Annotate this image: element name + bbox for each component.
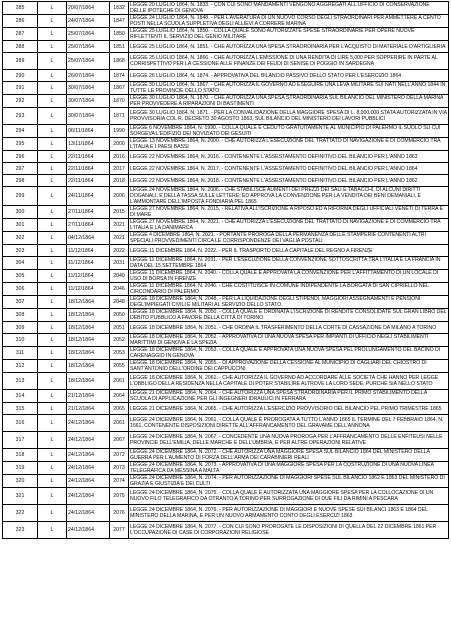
table-row: [3, 163, 449, 175]
row-number: 320: [3, 475, 38, 488]
row-code: 2050: [110, 309, 129, 322]
row-code: 2040: [110, 270, 129, 283]
row-code: 2061: [110, 415, 129, 432]
row-date: 18/12/1864: [67, 309, 110, 322]
row-type: L: [38, 322, 67, 334]
row-description: LEGGE 20 LUGLIO 1864, N. 1833. - CON CUI SONO MANDAMENTI VENGONO AGGREGATI ALL'UFFICIO DI CONSERVAZIONE DELLE IPOTECHE DI GENOVA: [129, 2, 449, 15]
table-row: [3, 322, 449, 334]
row-number: 323: [3, 522, 38, 539]
row-date: 24/11/1864: [67, 187, 110, 206]
row-code: 2015: [110, 206, 129, 219]
row-number: 310: [3, 334, 38, 347]
row-date: 26/07/1864: [67, 70, 110, 82]
row-number: 293: [3, 108, 38, 125]
row-date: 24/12/1864: [67, 488, 110, 505]
row-date: 18/12/1864: [67, 322, 110, 334]
row-date: 24/12/1864: [67, 522, 110, 539]
row-date: 11/12/1864: [67, 245, 110, 257]
row-description: LEGGE 11 DICEMBRE 1864, N. 2031. - PER L'ESECUZIONE DELLA CONVENZIONE SOTTOSCRITTA TRA L'ITALIA E LA FRANCIA IN DATA DEL 15 SETTEMBRE 1864: [129, 257, 449, 270]
row-number: 291: [3, 82, 38, 95]
row-code: 1870: [110, 95, 129, 108]
row-description: LEGGE 18 DICEMBRE 1864, N. 2053. - COLLA QUALE È APPROVATA UNA NUOVA SPESA PEL PROLUNGAMENTO DEL BACINO DI CARENAGGIO IN GENOVA: [129, 347, 449, 360]
row-date: 24/07/1864: [67, 15, 110, 28]
table-row: [3, 475, 449, 488]
row-number: 298: [3, 175, 38, 187]
row-type: L: [38, 347, 67, 360]
row-number: 308: [3, 309, 38, 322]
row-number: 309: [3, 322, 38, 334]
row-date: 11/12/1864: [67, 270, 110, 283]
row-type: L: [38, 28, 67, 41]
row-description: LEGGE 24 DICEMBRE 1864, N. 2077. - CON CUI SONO PROROGATE LE DISPOSIZIONI DI QUELLA DEL 22 DICEMBRE 1861 PER L'OCCUPAZIONE DI CASE DI CORPORAZIONI RELIGIOSE: [129, 522, 449, 539]
row-number: 307: [3, 296, 38, 309]
row-number: 290: [3, 70, 38, 82]
row-description: LEGGE 24 NOVEMBRE 1864, N. 2006. - CHE STABILISCE AUMENTI DEI PREZZI DEI SALI E TABACCHI, DI ALCUNI DIRITTI DOGANALI, E DELLA TASSA SULLE LETTERE; ED APPROVA LA CONVENZIONE PER LA VENDITA DEI BENI DEMANIALI, E L'AMMONTARE DELL'IMPOSTA FONDIARIA PEL 1865: [129, 187, 449, 206]
table-row: [3, 403, 449, 415]
row-description: LEGGE 18 DICEMBRE 1864, N. 2051. - CHE ORDINA IL TRASFERIMENTO DELLA CORTE DI CASSAZIONE DA MILANO A TORINO: [129, 322, 449, 334]
row-number: 296: [3, 151, 38, 163]
row-number: 294: [3, 125, 38, 138]
row-type: L: [38, 232, 67, 245]
table-row: [3, 187, 449, 206]
table-row: [3, 125, 449, 138]
row-number: 321: [3, 488, 38, 505]
table-row: [3, 245, 449, 257]
row-code: 2046: [110, 283, 129, 296]
table-row: [3, 82, 449, 95]
row-code: 2072: [110, 449, 129, 462]
row-code: 2048: [110, 296, 129, 309]
row-description: LEGGE 18 DICEMBRE 1864, N. 2052. - APPROVATIVA DI UNA NUOVA SPESA PER IMPIANTI DI UFFICIO NEGLI STABILIMENTI MARITTIMI DI GENOVA E LA SPEZIA: [129, 334, 449, 347]
row-date: 27/11/1864: [67, 219, 110, 232]
row-type: L: [38, 219, 67, 232]
row-code: 2018: [110, 175, 129, 187]
row-type: L: [38, 475, 67, 488]
row-date: 22/11/1864: [67, 163, 110, 175]
row-type: L: [38, 522, 67, 539]
row-code: 2006: [110, 187, 129, 206]
row-number: 289: [3, 53, 38, 70]
row-number: 311: [3, 347, 38, 360]
row-type: L: [38, 206, 67, 219]
row-type: L: [38, 2, 67, 15]
row-date: 11/12/1864: [67, 283, 110, 296]
row-description: LEGGE 21 DICEMBRE 1864, N. 2064. - CHE AUTORIZZA UNA SPESA STRAORDINARIA PER IL PRIMO STABILIMENTO DELLA SCUOLA DI APPLICAZIONE PER GLI INGEGNERI IDRAULICI IN FERRARA: [129, 390, 449, 403]
row-description: LEGGE 26 LUGLIO 1864, N. 1874. - APPROVATIVA DEL BILANCIO PASSIVO DELLO STATO PER L'ESERCIZIO 1864: [129, 70, 449, 82]
row-date: 24/12/1864: [67, 475, 110, 488]
row-description: LEGGE 30 LUGLIO 1864, N. 1870. - CHE AUTORIZZA UNA SPESA STRAORDINARIA SUL BILANCIO DEL MINISTERO DELLA MARINA PER PROVVEDERE A RIPARAZIONI DI BASTIMENTI: [129, 95, 449, 108]
row-description: LEGGE 6 NOVEMBRE 1864, N. 1990. - COLLA QUALE È CEDUTO GRATUITAMENTE AL MUNICIPIO DI PALERMO IL SUOLO SU CUI SORGEVA L'EDIFIZIO DEI NOVIZIATO DEI GESUITI: [129, 125, 449, 138]
table-row: [3, 360, 449, 373]
row-description: LEGGE 25 LUGLIO 1864, N. 1866. - CHE AUTORIZZA L'EMISSIONE DI UNA RENDITA DI LIRE 5,000 PER SOPPERIRE IN PARTE AL CORRISPETTIVO PER LA CESSIONE ALLE FINANZE DEI FEUDI DI SENISE DI POGGIO IN SARDEGNA: [129, 53, 449, 70]
row-description: LEGGE 30 LUGLIO 1864, N. 1867. - CHE AUTORIZZA IL GOVERNO AD ESEGUIRE UNA LEVA MILITARE SUI NATI NELL'ANNO 1844 IN TUTTE LE PROVINCIE DELLO STATO: [129, 82, 449, 95]
table-row: [3, 334, 449, 347]
row-type: L: [38, 53, 67, 70]
table-row: [3, 462, 449, 475]
row-number: 295: [3, 138, 38, 151]
row-code: 2000: [110, 138, 129, 151]
row-date: 18/12/1864: [67, 334, 110, 347]
row-description: LEGGE 22 NOVEMBRE 1864, N. 2018. - CONTENENTE L'ASSESTAMENTO DEFINITIVO DEL BILANCIO PER L'ANNO 1862: [129, 175, 449, 187]
row-number: 303: [3, 245, 38, 257]
row-date: 22/11/1864: [67, 151, 110, 163]
row-number: 301: [3, 219, 38, 232]
row-number: 299: [3, 187, 38, 206]
row-number: 317: [3, 432, 38, 449]
row-description: LEGGE 22 NOVEMBRE 1864, N. 2017. - CONTENENTE L'ASSESTAMENTO DEFINITIVO DEL BILANCIO PER L'ANNO 1864: [129, 163, 449, 175]
row-number: 319: [3, 462, 38, 475]
row-date: 06/11/1864: [67, 125, 110, 138]
row-code: 2031: [110, 257, 129, 270]
row-code: 2064: [110, 390, 129, 403]
table-row: [3, 296, 449, 309]
table-row: [3, 70, 449, 82]
row-date: 18/12/1864: [67, 347, 110, 360]
table-row: [3, 53, 449, 70]
row-code: 2021: [110, 232, 129, 245]
row-number: 297: [3, 163, 38, 175]
row-code: 2076: [110, 505, 129, 522]
row-code: 2075: [110, 488, 129, 505]
table-row: [3, 28, 449, 41]
row-number: 312: [3, 360, 38, 373]
table-row: [3, 175, 449, 187]
row-description: LEGGE 24 DICEMBRE 1864, N. 2076. - PER AUTORIZZAZIONE DI MAGGIORI E NUOVE SPESE SUI BILANCI 1863 E 1864 DEL MINISTERO DELLA MARINA, E PER UN NUOVO ARMAMENTO CONTO DEGLI ESERCIZI 1863: [129, 505, 449, 522]
row-type: L: [38, 403, 67, 415]
row-description: LEGGE 27 NOVEMBRE 1864, N. 2021. - CHE AUTORIZZA L'ESECUZIONE DEL TRATTATO DI NAVIGAZIONE E DI COMMERCIO TRA L'ITALIA E LA DANIMARCA: [129, 219, 449, 232]
row-description: LEGGE 25 LUGLIO 1864, N. 1850. - COLLA QUALE SONO AUTORIZZATE SPESE STRAORDINARIE PER OPERE NUOVE RIFLETTENTI IL SERVIZIO DEL GENIO MILITARE: [129, 28, 449, 41]
row-description: LEGGE 11 DICEMBRE 1864, N. 2040. - COLLA QUALE È APPROVATA LA CONVENZIONE PER L'AFFITTAMENTO DI UN LOCALE DI USO DI BORSA IN FIRENZE: [129, 270, 449, 283]
row-type: L: [38, 309, 67, 322]
row-date: 30/07/1864: [67, 108, 110, 125]
row-description: LEGGE 18 DICEMBRE 1864, N. 2050. - COLLA QUALE È ORDINATA L'ISCRIZIONE DI RENDITE CONSOLIDATE SUL GRAN LIBRO DEL DEBITO PUBBLICO A FAVORE DELLA CITTÀ DI TORINO: [130, 309, 447, 321]
table-row: [3, 95, 449, 108]
row-date: 04/12/1864: [67, 232, 110, 245]
row-date: 22/11/1864: [67, 175, 110, 187]
table-row: [3, 15, 449, 28]
row-type: L: [38, 449, 67, 462]
row-code: 2053: [110, 347, 129, 360]
row-number: 313: [3, 373, 38, 390]
row-type: L: [38, 505, 67, 522]
row-description: LEGGE 18 DICEMBRE 1864, N. 2048. - PER LA LIQUIDAZIONE DEGLI STIPENDI, MAGGIORI ASSEGNAMENTI E PENSIONI DEGL'IMPIEGATI CIVILI E MILITARI AL SERVIZIO DELLO STATO: [129, 296, 449, 309]
row-type: L: [38, 488, 67, 505]
row-type: L: [38, 415, 67, 432]
row-type: L: [38, 175, 67, 187]
row-description: LEGGE 24 DICEMBRE 1864, N. 2073. - APPROVATIVA DI UNA MAGGIORE SPESA PER LA COSTRUZIONE DI UNA NUOVA LINEA TELEGRAFICA DA MESSINA A MALTA: [129, 462, 449, 475]
table-row: [3, 488, 449, 505]
row-number: 285: [3, 2, 38, 15]
row-number: 316: [3, 415, 38, 432]
row-date: 25/07/1864: [67, 28, 110, 41]
row-code: 2017: [110, 163, 129, 175]
row-number: 292: [3, 95, 38, 108]
table-row: [3, 270, 449, 283]
table-row: [3, 108, 449, 125]
row-description: LEGGE 24 DICEMBRE 1864, N. 2067. - CONCEDENTE UNA NUOVA PROROGA PER L'AFFRANCAMENTO DELLE ENFITEUSI NELLE PROVINCIE DELL'EMILIA, DELLE MARCHE E DELL'UMBRIA, E PER ALTRE OPERAZIONI RELATIVE: [129, 432, 449, 449]
row-date: 24/12/1864: [67, 462, 110, 475]
table-row: [3, 390, 449, 403]
row-number: 286: [3, 15, 38, 28]
row-code: 1867: [110, 82, 129, 95]
row-number: 322: [3, 505, 38, 522]
row-description: LEGGE 11 DICEMBRE 1864, N. 2022. - PER IL TRASPORTO DELLA CAPITALE DEL REGNO A FIRENZE: [129, 245, 449, 257]
row-type: L: [38, 125, 67, 138]
row-description: LEGGE 24 LUGLIO 1864, N. 1848. - PER L'AVERATURA DI UN NUOVO CORSO DEGLI STRAORDINARI PER AMMETTERE A CENTO POSTI NELLA SCUOLA SUPPLETIVA DEGLI ALLIEVI A CORRERE MARINA: [129, 15, 449, 28]
table-row: [3, 257, 449, 270]
row-type: L: [38, 15, 67, 28]
row-date: 24/12/1864: [67, 432, 110, 449]
row-type: L: [38, 41, 67, 53]
row-type: L: [38, 296, 67, 309]
laws-table: [2, 1, 449, 539]
row-description: LEGGE 4 DICEMBRE 1864, N. 2021. - PORTANTE PROROGA DELLA PERMANENZA DELLE STAMPERIE CONTENENTI ALTRI SPECIALI PROVVEDIMENTI CIRCA LE CORRISPONDENZE DEI VAGLIA POSTALI: [129, 232, 449, 245]
row-code: 2022: [110, 245, 129, 257]
row-date: 21/12/1864: [67, 403, 110, 415]
row-description: LEGGE 24 DICEMBRE 1864, N. 2072. - CHE AUTORIZZA UNA MAGGIORE SPESA SUL BILANCIO 1864 DEL MINISTERO DELLA GUERRA PER L'AUMENTO DI FORZA DELL'ARMA DEI CARABINIERI REALI: [129, 449, 449, 462]
row-description: LEGGE 18 DICEMBRE 1864, N. 2061. - CHE AUTORIZZA IL GOVERNO AD ACCORDARE ALLE SOCIETÀ CHE HANNO PER LEGGE L'OBBLIGO DELLA RESIDENZA NELLA CAPITALE DI POTER STABILIRE ALTROVE LA LORO SEDE, PURCHÉ SIA NELLO STATO: [129, 373, 449, 390]
row-description: LEGGE 24 DICEMBRE 1864, N. 2061. - COLLA QUALE È PROROGATA A TUTTO L'ANNO 1865 IL TERMINE DEL 7 FEBBRAIO 1864, N. 1661, CONTENENTE DISPOSIZIONI DIRETTE ALL'AFFRANCAMENTO DEL GRAVAME DELL'ANNONA: [129, 415, 449, 432]
row-date: 20/07/1864: [67, 2, 110, 15]
table-row: [3, 151, 449, 163]
row-date: 30/07/1864: [67, 82, 110, 95]
row-type: L: [38, 163, 67, 175]
row-description: LEGGE 25 LUGLIO 1864, N. 1851. - CHE AUTORIZZA UNA SPESA STRAORDINARIA PER L'ACQUISTO DI MATERIALE D'ARTIGLIERIA: [129, 41, 449, 53]
table-row: [3, 505, 449, 522]
row-code: 1871: [110, 108, 129, 125]
row-code: 1847: [110, 15, 129, 28]
row-number: 288: [3, 41, 38, 53]
row-type: L: [38, 108, 67, 125]
row-code: 2074: [110, 475, 129, 488]
row-number: 304: [3, 257, 38, 270]
row-date: 18/12/1864: [67, 373, 110, 390]
laws-table-body: [3, 2, 449, 539]
row-code: 2051: [110, 322, 129, 334]
row-date: 18/12/1864: [67, 296, 110, 309]
row-date: 13/11/1864: [67, 138, 110, 151]
row-type: L: [38, 432, 67, 449]
row-date: 11/12/1864: [67, 257, 110, 270]
row-description: LEGGE 13 NOVEMBRE 1864, N. 2000. - CHE AUTORIZZA L'ESECUZIONE DEL TRATTATO DI NAVIGAZIONE E DI COMMERCIO TRA L'ITALIA E I PAESI BASSI: [129, 138, 449, 151]
row-description: LEGGE 30 LUGLIO 1864, N. 1871. - PER LA CONVALIDAZIONE DELLA MAGGIORE SPESA DI L. 8,000,000 STATA AUTORIZZATA IN VIA PROVVISORIA COL R. DECRETO 30 AGOSTO 1863, SUL BILANCIO DEL MINISTERO DEI LAVORI PUBBLICI: [129, 108, 449, 125]
row-code: 1868: [110, 53, 129, 70]
row-code: 1990: [110, 125, 129, 138]
row-date: 30/07/1864: [67, 95, 110, 108]
row-code: 2021: [110, 219, 129, 232]
row-description: LEGGE 24 DICEMBRE 1864, N. 2074. - PER AUTORIZZAZIONE DI MAGGIORI SPESE SUL BILANCIO 1862 E 1863 DEL MINISTERO DI GRAZIA E GIUSTIZIA E DEI CULTI: [129, 475, 449, 488]
row-type: L: [38, 360, 67, 373]
row-number: 314: [3, 390, 38, 403]
table-row: [3, 309, 449, 322]
row-type: L: [38, 390, 67, 403]
table-row: [3, 283, 449, 296]
row-date: 24/12/1864: [67, 449, 110, 462]
row-number: 287: [3, 28, 38, 41]
row-date: 25/07/1864: [67, 41, 110, 53]
row-code: 2055: [110, 360, 129, 373]
row-type: L: [38, 462, 67, 475]
row-number: 315: [3, 403, 38, 415]
row-code: 1851: [110, 41, 129, 53]
row-type: L: [38, 257, 67, 270]
row-code: 2073: [110, 462, 129, 475]
row-code: 1874: [110, 70, 129, 82]
row-date: 25/07/1864: [67, 53, 110, 70]
row-code: 2065: [110, 403, 129, 415]
row-number: 300: [3, 206, 38, 219]
row-description: LEGGE 24 DICEMBRE 1864, N. 2075. - COLLA QUALE È AUTORIZZATA UNA MAGGIORE SPESA PER LA COLLOCAZIONE DI UN NUOVO FILO TELEGRAFICO DA OTRANTO A TORINO PER SURROGAZIONE DI DUE FILI DA RIMINI A PESCARA: [129, 488, 449, 505]
table-row: [3, 522, 449, 539]
row-date: 24/12/1864: [67, 505, 110, 522]
table-row: [3, 347, 449, 360]
table-row: [3, 219, 449, 232]
table-row: [3, 432, 449, 449]
row-type: L: [38, 245, 67, 257]
row-code: 2052: [110, 334, 129, 347]
row-code: 1850: [110, 28, 129, 41]
row-code: 1832: [110, 2, 129, 15]
row-code: 2077: [110, 522, 129, 539]
row-type: L: [38, 82, 67, 95]
row-type: L: [38, 334, 67, 347]
table-row: [3, 373, 449, 390]
table-row: [3, 206, 449, 219]
row-number: 302: [3, 232, 38, 245]
row-code: 2016: [110, 151, 129, 163]
table-row: [3, 449, 449, 462]
row-type: L: [38, 151, 67, 163]
row-description: LEGGE 22 NOVEMBRE 1864, N. 2016. - CONTENENTE L'ASSESTAMENTO DEFINITIVO DEL BILANCIO PER L'ANNO 1863: [129, 151, 449, 163]
row-description: LEGGE 21 DICEMBRE 1864, N. 2065. - CHE AUTORIZZA L'ESERCIZIO PROVVISORIO DEL BILANCIO PEL PRIMO TRIMESTRE 1865: [129, 403, 449, 415]
row-type: L: [38, 187, 67, 206]
table-row: [3, 232, 449, 245]
row-type: L: [38, 373, 67, 390]
row-type: L: [38, 138, 67, 151]
row-description: LEGGE 27 NOVEMBRE 1864, N. 2015. - RELATIVA ALL'ISCRIZIONE A RIPOSO ED A RIFORMA DEGLI UFFICIALI VENETI DI TERRA E DI MARE: [129, 206, 449, 219]
table-row: [3, 415, 449, 432]
row-description: LEGGE 18 DICEMBRE 1864, N. 2055. - DI APPROVAZIONE DELLA CESSIONE AL MUNICIPIO DI CAGLIARI DEL CHIOSTRO DI SANT'ANTONIO DELL'ORDINE DEI CAPPUCCINI: [129, 360, 449, 373]
row-number: 305: [3, 270, 38, 283]
row-date: 18/12/1864: [67, 360, 110, 373]
row-type: L: [38, 95, 67, 108]
row-type: L: [38, 70, 67, 82]
row-date: 24/12/1864: [67, 415, 110, 432]
row-date: 21/12/1864: [67, 390, 110, 403]
row-type: L: [38, 270, 67, 283]
row-description: LEGGE 11 DICEMBRE 1864, N. 2046. - CHE COSTITUISCE IN COMUNE INDIPENDENTE LA BORGATA DI SAN CIPRIELLO NEL CIRCONDARIO DI PALERMO: [129, 283, 449, 296]
table-row: [3, 2, 449, 15]
row-date: 27/11/1864: [67, 206, 110, 219]
row-number: 306: [3, 283, 38, 296]
table-row: [3, 138, 449, 151]
table-row: [3, 41, 449, 53]
row-number: 318: [3, 449, 38, 462]
row-code: 2067: [110, 432, 129, 449]
row-code: 2061: [110, 373, 129, 390]
row-type: L: [38, 283, 67, 296]
